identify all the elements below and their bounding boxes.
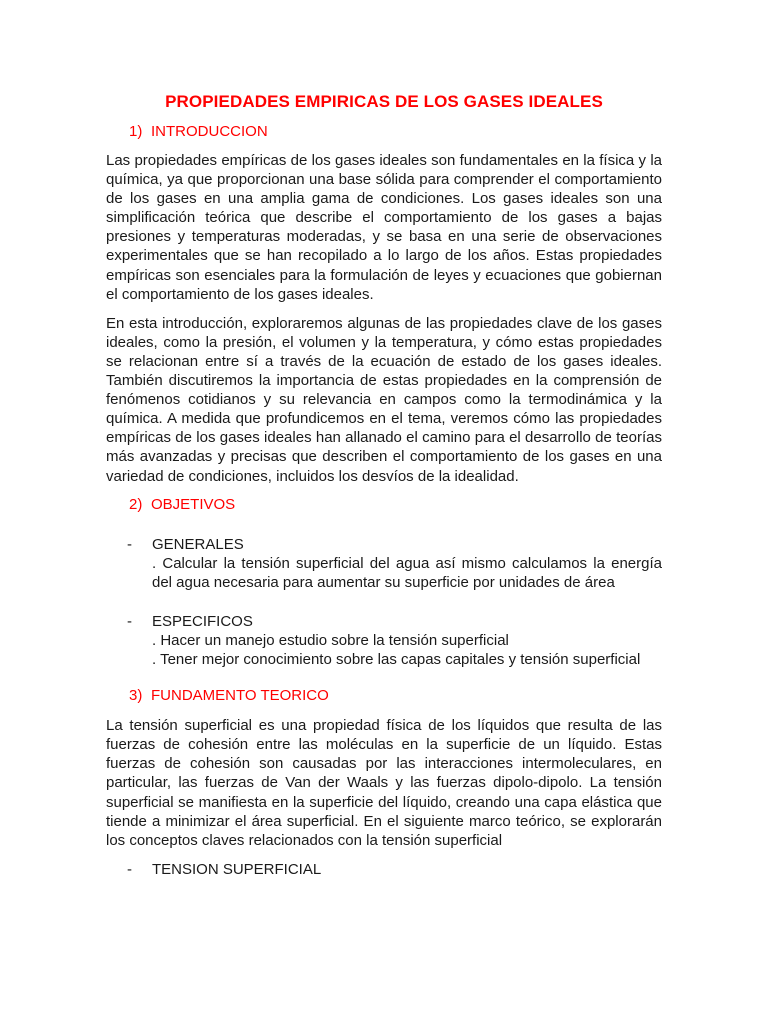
objetivos-generales: [106, 535, 662, 592]
section-heading-intro: [106, 122, 662, 142]
section-number: 2): [129, 495, 143, 513]
especificos-line: . Hacer un manejo estudio sobre la tensión superficial: [152, 631, 509, 649]
section-number: 3): [129, 687, 143, 705]
section-title: FUNDAMENTO TEORICO: [151, 687, 329, 705]
especificos-content: [152, 612, 662, 669]
fundamento-paragraph: La tensión superficial es una propiedad física de los líquidos que resulta de las fuerzas de cohesión entre las moléculas en la superficie de un líquido. Estas fuerzas de cohesión son causadas por las interacciones intermoleculares, en particular, las fuerzas de Van der Waals y las fuerzas dipolo-dipolo. La tensión superficial se manifiesta en la superficie del líquido, creando una capa elástica que tiende a minimizar el área superficial. En el siguiente marco teórico, se explorarán los conceptos claves relacionados con la tensión superficial: [106, 717, 662, 849]
section-heading-fundamento: [106, 686, 662, 706]
objetivos-especificos: [106, 612, 662, 669]
section-number: 1): [129, 123, 143, 140]
dash-bullet: -: [127, 612, 132, 630]
section-heading-objetivos: [106, 495, 662, 515]
generales-content: [152, 535, 662, 592]
section-title: INTRODUCCION: [151, 123, 268, 140]
tension-label: TENSION SUPERFICIAL: [152, 860, 322, 878]
dash-bullet: -: [127, 535, 132, 553]
especificos-line: . Tener mejor conocimiento sobre las capas capitales y tensión superficial: [152, 651, 641, 669]
generales-line: . Calcular la tensión superficial del agua así mismo calculamos la energía del agua necesaria para aumentar su superficie por unidades de área: [152, 554, 662, 591]
section-title: OBJETIVOS: [151, 495, 236, 513]
dash-bullet: -: [127, 860, 132, 878]
document-title: PROPIEDADES EMPIRICAS DE LOS GASES IDEALES: [165, 92, 603, 111]
especificos-label: ESPECIFICOS: [152, 612, 253, 630]
intro-paragraph-2: En esta introducción, exploraremos algunas de las propiedades clave de los gases ideales, como la presión, el volumen y la temperatura, y cómo estas propiedades se relacionan entre sí a través de la ecuación de estado de los gases ideales. También discutiremos la importancia de estas propiedades en la comprensión de fenómenos cotidianos y su relevancia en campos como la termodinámica y la química. A medida que profundicemos en el tema, veremos cómo las propiedades empíricas de los gases ideales han allanado el camino para el desarrollo de teorías más avanzadas y precisas que describen el comportamiento de los gases en una variedad de condiciones, incluidos los desvíos de la idealidad.: [106, 314, 662, 485]
intro-paragraph-1: Las propiedades empíricas de los gases ideales son fundamentales en la física y la química, ya que proporcionan una base sólida para comprender el comportamiento de los gases en una amplia gama de condiciones. Los gases ideales son una simplificación teórica que describe el comportamiento de los gases a bajas presiones y temperaturas moderadas, y se basa en una serie de observaciones experimentales que se han recopilado a lo largo de los años. Estas propiedades empíricas son esenciales para la formulación de leyes y ecuaciones que gobiernan el comportamiento de los gases ideales.: [106, 152, 662, 303]
tension-superficial-item: [106, 860, 662, 879]
generales-label: GENERALES: [152, 535, 244, 553]
